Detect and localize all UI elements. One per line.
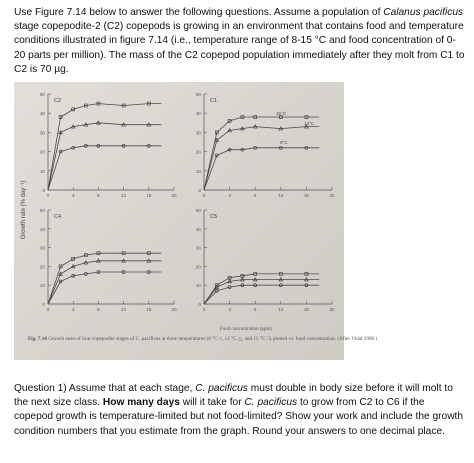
species-name: Calanus pacificus: [383, 7, 464, 18]
question-text-2: must double in body size before it will molt to the next size class.: [14, 383, 453, 409]
y-tick-label: 50: [39, 208, 45, 213]
y-tick-label: 20: [195, 149, 201, 155]
panel-label: C1: [210, 98, 218, 104]
y-tick-label: 0: [198, 188, 201, 193]
x-tick-label: 20: [171, 193, 177, 198]
species-ref-2: C. pacificus: [244, 397, 298, 409]
y-tick-label: 40: [39, 111, 45, 117]
x-tick-label: 0: [202, 193, 206, 198]
y-tick-label: 0: [42, 302, 45, 307]
intro-paragraph: [14, 6, 466, 77]
x-tick-label: 12: [278, 193, 284, 198]
y-tick-label: 30: [195, 130, 201, 136]
y-tick-label: 30: [39, 130, 45, 136]
y-tick-label: 20: [39, 264, 45, 270]
question-text-1: Question 1) Assume that at each stage,: [14, 383, 196, 394]
x-tick-label: 0: [46, 307, 50, 312]
series-line: [48, 146, 161, 190]
series-line: [204, 274, 319, 304]
x-tick-label: 16: [146, 307, 152, 312]
x-tick-label: 4: [71, 307, 75, 312]
series-line: [48, 261, 161, 304]
y-tick-label: 10: [39, 283, 45, 289]
x-tick-label: 12: [278, 307, 284, 312]
x-tick-label: 12: [121, 307, 127, 312]
series-line: [48, 104, 161, 190]
y-tick-label: 40: [39, 226, 45, 232]
x-tick-label: 4: [228, 193, 231, 198]
caption-number: Fig. 7.14: [28, 336, 47, 342]
panel-label: C4: [54, 214, 62, 220]
y-tick-label: 10: [195, 283, 201, 289]
label-8c: 8°C: [280, 140, 288, 145]
x-axis-label: Food concentration (ppm): [219, 327, 273, 332]
x-tick-label: 16: [303, 307, 309, 312]
figure-caption: [28, 335, 377, 342]
y-tick-label: 40: [195, 226, 201, 232]
figure-7-14: [14, 82, 378, 360]
x-tick-label: 8: [253, 307, 257, 312]
question-text-3: will it take for: [179, 397, 245, 409]
y-tick-label: 20: [39, 149, 45, 155]
x-tick-label: 8: [97, 193, 100, 198]
intro-text-1: Use Figure 7.14 below to answer the following questions. Assume a population of: [14, 7, 384, 18]
x-tick-label: 16: [146, 193, 152, 198]
label-15c: 15°C: [276, 111, 287, 116]
label-12c: 12°C: [304, 121, 315, 126]
y-tick-label: 10: [195, 168, 201, 174]
x-tick-label: 4: [228, 307, 231, 312]
y-tick-label: 0: [42, 188, 45, 193]
x-tick-label: 20: [329, 307, 335, 312]
x-tick-label: 8: [97, 307, 100, 312]
series-line: [204, 127, 319, 190]
series-line: [204, 285, 319, 304]
y-axis-label: Growth rate (% day⁻¹): [21, 180, 27, 240]
y-tick-label: 40: [195, 111, 201, 117]
x-tick-label: 4: [71, 193, 75, 198]
x-tick-label: 20: [171, 307, 177, 312]
y-tick-label: 50: [39, 92, 45, 97]
x-tick-label: 12: [121, 193, 127, 198]
panel-label: C5: [210, 214, 218, 220]
x-tick-label: 16: [303, 193, 309, 198]
y-tick-label: 30: [39, 245, 45, 251]
intro-text-2: stage copepodite-2 (C2) copepods is growing in an environment that contains food and temperature conditions illustrated in figure 7.14 (i.e., temperature range of 8-15 °C and food concentration of 0-20 parts per million). The mass of the C2 copepod population immediately after they molt from C1 to C2 is 70 µg.: [14, 21, 465, 75]
species-ref-1: C. pacificus: [195, 383, 248, 394]
y-tick-label: 50: [195, 208, 201, 213]
panel-label: C2: [54, 98, 62, 104]
x-tick-label: 20: [329, 193, 335, 198]
series-line: [204, 148, 319, 190]
y-tick-label: 50: [195, 92, 201, 97]
question-emphasis: How many days: [102, 397, 180, 409]
series-line: [48, 272, 161, 304]
series-line: [204, 280, 319, 304]
x-tick-label: 0: [202, 307, 206, 312]
figure-photo: [14, 82, 378, 360]
y-tick-label: 20: [195, 264, 201, 270]
question-text-4: to grow from C2 to C6 if the copepod growth is temperature-limited but not food-limited? Show your work and include the growth condition numbers that you estimate from the graph. Round your answers to one decimal place.: [14, 397, 464, 437]
y-tick-label: 30: [195, 245, 201, 251]
caption-text: Growth rates of four copepodite stages of C. pacificus at three temperatures (8 °C ○, 12 °C △, and 15 °C □) plotted vs. food concentration. (After Vidal 1980.): [46, 336, 378, 342]
y-tick-label: 10: [39, 168, 45, 174]
x-tick-label: 0: [46, 193, 50, 198]
y-tick-label: 0: [198, 302, 201, 307]
question-1: [14, 382, 466, 439]
series-line: [48, 123, 161, 190]
x-tick-label: 8: [253, 193, 257, 198]
